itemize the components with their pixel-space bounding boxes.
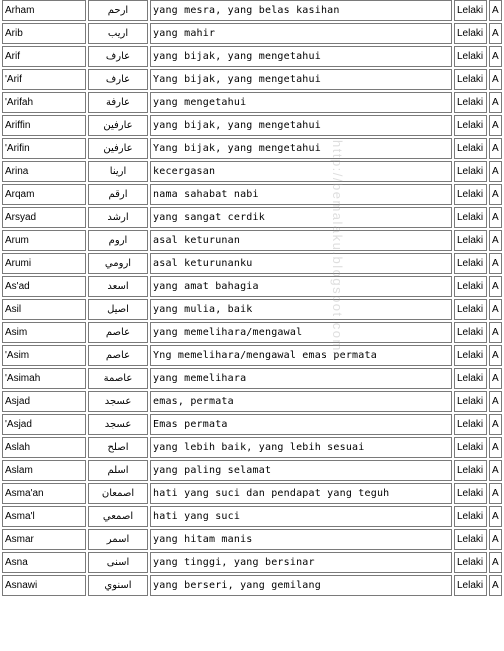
meaning-cell: yang sangat cerdik bbox=[150, 207, 452, 228]
name-cell: Arsyad bbox=[2, 207, 86, 228]
letter-cell: A bbox=[489, 345, 502, 366]
arabic-cell: اروم bbox=[88, 230, 148, 251]
table-row bbox=[2, 437, 502, 458]
arabic-cell: عسجد bbox=[88, 414, 148, 435]
table-row bbox=[2, 138, 502, 159]
table-row bbox=[2, 161, 502, 182]
table-row bbox=[2, 69, 502, 90]
table-row bbox=[2, 506, 502, 527]
name-cell: Ariffin bbox=[2, 115, 86, 136]
meaning-cell: yang memelihara bbox=[150, 368, 452, 389]
arabic-cell: اصمعي bbox=[88, 506, 148, 527]
name-cell: Asim bbox=[2, 322, 86, 343]
arabic-cell: عاصم bbox=[88, 322, 148, 343]
arabic-cell: اسنى bbox=[88, 552, 148, 573]
name-cell: 'Asimah bbox=[2, 368, 86, 389]
letter-cell: A bbox=[489, 253, 502, 274]
name-cell: Asma'l bbox=[2, 506, 86, 527]
table-row bbox=[2, 115, 502, 136]
name-cell: 'Asjad bbox=[2, 414, 86, 435]
letter-cell: A bbox=[489, 138, 502, 159]
meaning-cell: asal keturunan bbox=[150, 230, 452, 251]
letter-cell: A bbox=[489, 322, 502, 343]
table-row bbox=[2, 23, 502, 44]
table-row bbox=[2, 299, 502, 320]
meaning-cell: yang mesra, yang belas kasihan bbox=[150, 0, 452, 21]
name-cell: As'ad bbox=[2, 276, 86, 297]
arabic-cell: ارحم bbox=[88, 0, 148, 21]
arabic-cell: ارشد bbox=[88, 207, 148, 228]
arabic-cell: اسمر bbox=[88, 529, 148, 550]
gender-cell: Lelaki bbox=[454, 69, 487, 90]
meaning-cell: yang lebih baik, yang lebih sesuai bbox=[150, 437, 452, 458]
names-table-body bbox=[2, 0, 502, 596]
arabic-cell: اسنوي bbox=[88, 575, 148, 596]
letter-cell: A bbox=[489, 276, 502, 297]
gender-cell: Lelaki bbox=[454, 552, 487, 573]
name-cell: Asil bbox=[2, 299, 86, 320]
gender-cell: Lelaki bbox=[454, 184, 487, 205]
table-row bbox=[2, 230, 502, 251]
name-cell: Arib bbox=[2, 23, 86, 44]
meaning-cell: yang mahir bbox=[150, 23, 452, 44]
arabic-cell: عسجد bbox=[88, 391, 148, 412]
gender-cell: Lelaki bbox=[454, 575, 487, 596]
name-cell: Aslah bbox=[2, 437, 86, 458]
watermark-text: http://bemalaku.blogspot.com/ bbox=[330, 140, 345, 357]
gender-cell: Lelaki bbox=[454, 345, 487, 366]
gender-cell: Lelaki bbox=[454, 414, 487, 435]
letter-cell: A bbox=[489, 368, 502, 389]
letter-cell: A bbox=[489, 69, 502, 90]
meaning-cell: yang tinggi, yang bersinar bbox=[150, 552, 452, 573]
name-cell: Arum bbox=[2, 230, 86, 251]
letter-cell: A bbox=[489, 483, 502, 504]
arabic-cell: عارف bbox=[88, 69, 148, 90]
meaning-cell: yang hitam manis bbox=[150, 529, 452, 550]
gender-cell: Lelaki bbox=[454, 92, 487, 113]
name-cell: Asnawi bbox=[2, 575, 86, 596]
letter-cell: A bbox=[489, 207, 502, 228]
meaning-cell: emas, permata bbox=[150, 391, 452, 412]
letter-cell: A bbox=[489, 23, 502, 44]
letter-cell: A bbox=[489, 184, 502, 205]
name-cell: 'Arifah bbox=[2, 92, 86, 113]
name-cell: Arqam bbox=[2, 184, 86, 205]
gender-cell: Lelaki bbox=[454, 276, 487, 297]
table-row bbox=[2, 46, 502, 67]
table-row bbox=[2, 483, 502, 504]
arabic-cell: عارف bbox=[88, 46, 148, 67]
letter-cell: A bbox=[489, 506, 502, 527]
gender-cell: Lelaki bbox=[454, 230, 487, 251]
meaning-cell: nama sahabat nabi bbox=[150, 184, 452, 205]
name-cell: Arham bbox=[2, 0, 86, 21]
meaning-cell: asal keturunanku bbox=[150, 253, 452, 274]
gender-cell: Lelaki bbox=[454, 0, 487, 21]
arabic-cell: عارفين bbox=[88, 138, 148, 159]
table-row bbox=[2, 552, 502, 573]
table-row bbox=[2, 368, 502, 389]
name-cell: 'Asim bbox=[2, 345, 86, 366]
name-cell: Asma'an bbox=[2, 483, 86, 504]
arabic-cell: عارفين bbox=[88, 115, 148, 136]
gender-cell: Lelaki bbox=[454, 23, 487, 44]
table-row bbox=[2, 276, 502, 297]
gender-cell: Lelaki bbox=[454, 161, 487, 182]
gender-cell: Lelaki bbox=[454, 322, 487, 343]
meaning-cell: hati yang suci dan pendapat yang teguh bbox=[150, 483, 452, 504]
arabic-cell: اريب bbox=[88, 23, 148, 44]
name-cell: Aslam bbox=[2, 460, 86, 481]
letter-cell: A bbox=[489, 46, 502, 67]
gender-cell: Lelaki bbox=[454, 253, 487, 274]
table-row bbox=[2, 529, 502, 550]
table-row bbox=[2, 184, 502, 205]
letter-cell: A bbox=[489, 552, 502, 573]
gender-cell: Lelaki bbox=[454, 483, 487, 504]
meaning-cell: yang amat bahagia bbox=[150, 276, 452, 297]
gender-cell: Lelaki bbox=[454, 391, 487, 412]
letter-cell: A bbox=[489, 460, 502, 481]
letter-cell: A bbox=[489, 92, 502, 113]
name-cell: 'Arif bbox=[2, 69, 86, 90]
name-cell: Arumi bbox=[2, 253, 86, 274]
table-row bbox=[2, 207, 502, 228]
arabic-cell: اصلح bbox=[88, 437, 148, 458]
meaning-cell: yang bijak, yang mengetahui bbox=[150, 46, 452, 67]
letter-cell: A bbox=[489, 115, 502, 136]
meaning-cell: Yang bijak, yang mengetahui bbox=[150, 69, 452, 90]
arabic-cell: عارفة bbox=[88, 92, 148, 113]
meaning-cell: kecergasan bbox=[150, 161, 452, 182]
letter-cell: A bbox=[489, 299, 502, 320]
gender-cell: Lelaki bbox=[454, 138, 487, 159]
table-row bbox=[2, 253, 502, 274]
table-row bbox=[2, 92, 502, 113]
arabic-cell: عاصمة bbox=[88, 368, 148, 389]
gender-cell: Lelaki bbox=[454, 368, 487, 389]
table-row bbox=[2, 345, 502, 366]
name-cell: Arif bbox=[2, 46, 86, 67]
gender-cell: Lelaki bbox=[454, 506, 487, 527]
table-row bbox=[2, 391, 502, 412]
table-row bbox=[2, 0, 502, 21]
meaning-cell: yang paling selamat bbox=[150, 460, 452, 481]
meaning-cell: Yng memelihara/mengawal emas permata bbox=[150, 345, 452, 366]
arabic-cell: اسلم bbox=[88, 460, 148, 481]
meaning-cell: Yang bijak, yang mengetahui bbox=[150, 138, 452, 159]
gender-cell: Lelaki bbox=[454, 437, 487, 458]
letter-cell: A bbox=[489, 529, 502, 550]
gender-cell: Lelaki bbox=[454, 115, 487, 136]
table-row bbox=[2, 322, 502, 343]
name-cell: Asjad bbox=[2, 391, 86, 412]
arabic-cell: ارينا bbox=[88, 161, 148, 182]
arabic-cell: ارقم bbox=[88, 184, 148, 205]
arabic-cell: ارومي bbox=[88, 253, 148, 274]
name-cell: Asmar bbox=[2, 529, 86, 550]
gender-cell: Lelaki bbox=[454, 46, 487, 67]
name-cell: Asna bbox=[2, 552, 86, 573]
gender-cell: Lelaki bbox=[454, 299, 487, 320]
table-row bbox=[2, 575, 502, 596]
meaning-cell: yang memelihara/mengawal bbox=[150, 322, 452, 343]
gender-cell: Lelaki bbox=[454, 460, 487, 481]
gender-cell: Lelaki bbox=[454, 207, 487, 228]
meaning-cell: Emas permata bbox=[150, 414, 452, 435]
table-row bbox=[2, 460, 502, 481]
meaning-cell: yang bijak, yang mengetahui bbox=[150, 115, 452, 136]
letter-cell: A bbox=[489, 414, 502, 435]
arabic-cell: اصيل bbox=[88, 299, 148, 320]
letter-cell: A bbox=[489, 230, 502, 251]
meaning-cell: yang mulia, baik bbox=[150, 299, 452, 320]
letter-cell: A bbox=[489, 0, 502, 21]
gender-cell: Lelaki bbox=[454, 529, 487, 550]
letter-cell: A bbox=[489, 161, 502, 182]
letter-cell: A bbox=[489, 575, 502, 596]
table-row bbox=[2, 414, 502, 435]
letter-cell: A bbox=[489, 437, 502, 458]
meaning-cell: yang mengetahui bbox=[150, 92, 452, 113]
arabic-cell: اسعد bbox=[88, 276, 148, 297]
name-cell: 'Arifin bbox=[2, 138, 86, 159]
meaning-cell: hati yang suci bbox=[150, 506, 452, 527]
arabic-cell: اصمعان bbox=[88, 483, 148, 504]
name-cell: Arina bbox=[2, 161, 86, 182]
arabic-cell: عاصم bbox=[88, 345, 148, 366]
letter-cell: A bbox=[489, 391, 502, 412]
meaning-cell: yang berseri, yang gemilang bbox=[150, 575, 452, 596]
